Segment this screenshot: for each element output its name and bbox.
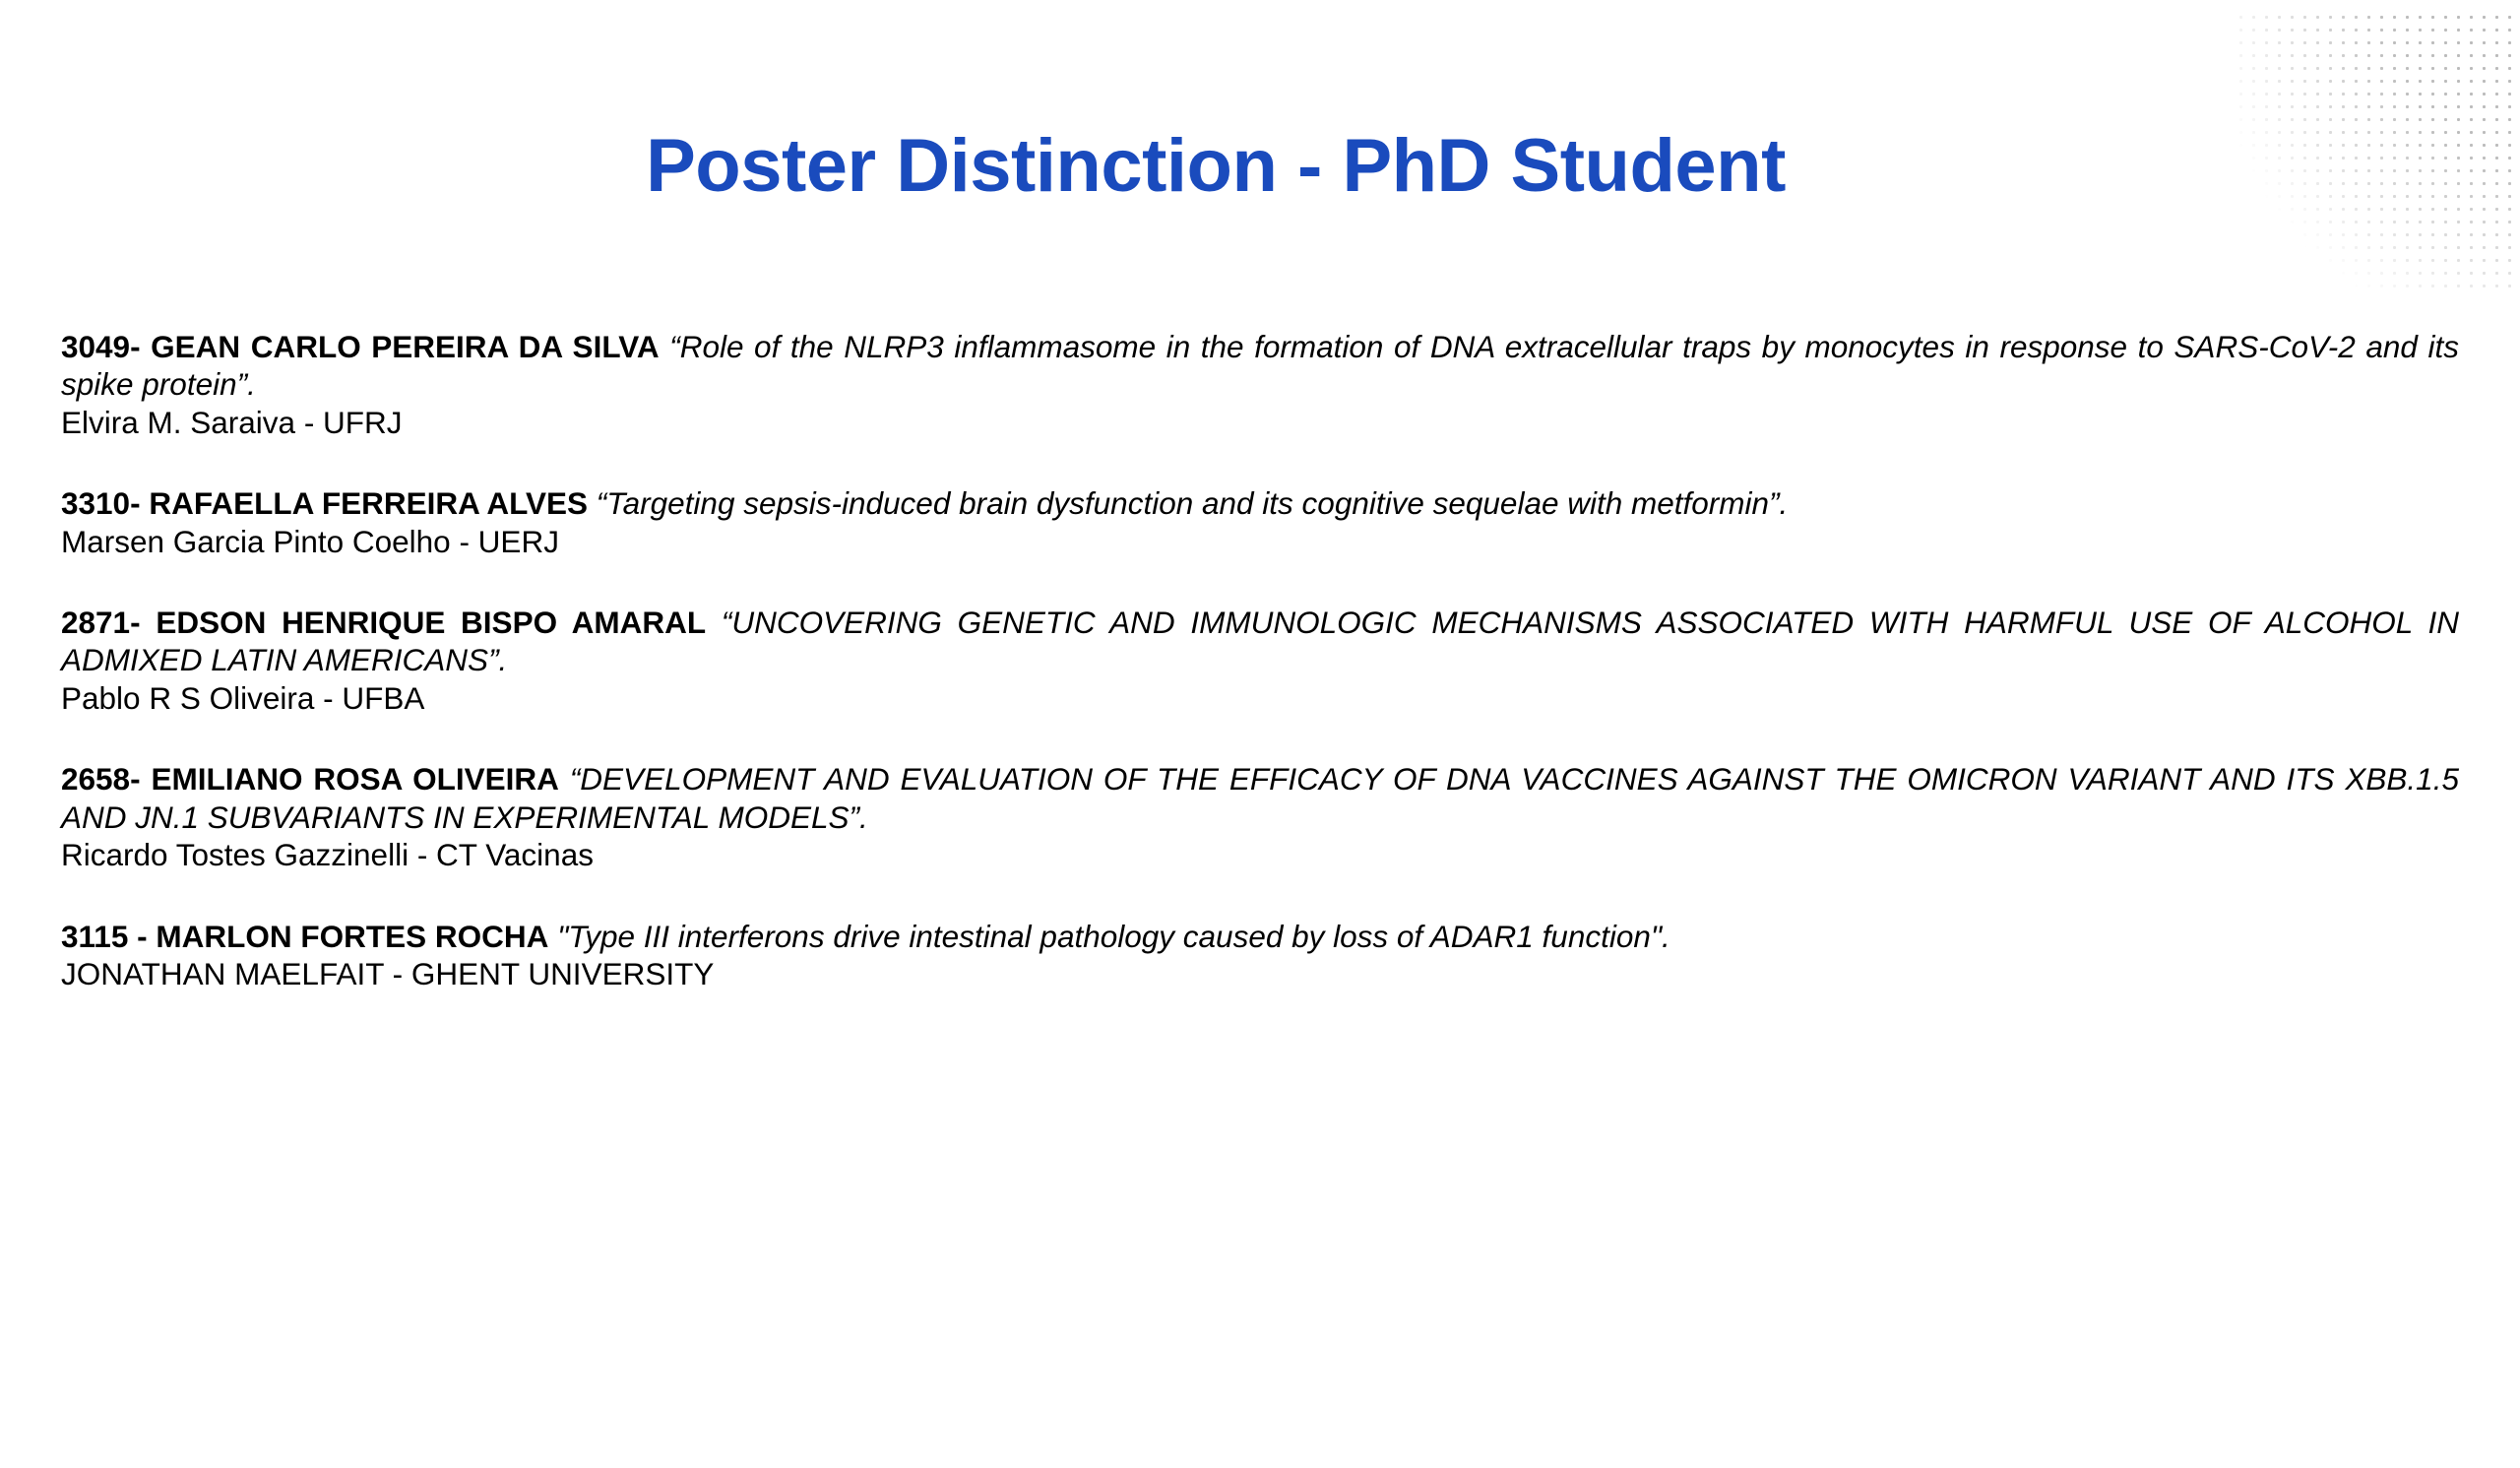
entry-paper-title: "Type III interferons drive intestinal pathology caused by loss of ADAR1 function".: [557, 918, 1670, 954]
entry-heading: [61, 328, 2459, 404]
entry-affiliation: Elvira M. Saraiva - UFRJ: [61, 404, 403, 440]
list-item: [61, 760, 2459, 873]
entry-affiliation: Ricardo Tostes Gazzinelli - CT Vacinas: [61, 837, 594, 873]
entry-paper-title: “UNCOVERING GENETIC AND IMMUNOLOGIC MECHANISMS ASSOCIATED WITH HARMFUL USE OF ALCOHOL IN ADMIXED LATIN AMERICANS”.: [61, 605, 2459, 678]
entry-id: 2871-: [61, 605, 141, 641]
entry-author-name: RAFAELLA FERREIRA ALVES: [149, 485, 589, 522]
entry-affiliation: JONATHAN MAELFAIT - GHENT UNIVERSITY: [61, 955, 715, 991]
list-item: [61, 328, 2459, 441]
entry-id: 2658-: [61, 761, 141, 798]
entry-id: 3115 -: [61, 918, 148, 954]
entry-paper-title: “DEVELOPMENT AND EVALUATION OF THE EFFICACY OF DNA VACCINES AGAINST THE OMICRON VARIANT AND ITS XBB.1.5 AND JN.1 SUBVARIANTS IN EXPERIMENTAL MODELS”.: [61, 761, 2459, 835]
list-item: [61, 604, 2459, 717]
entry-author-name: GEAN CARLO PEREIRA DA SILVA: [151, 328, 660, 364]
list-item: [61, 918, 2459, 993]
entry-heading: [61, 918, 2459, 955]
entry-affiliation: Pablo R S Oliveira - UFBA: [61, 679, 425, 716]
list-item: [61, 484, 2459, 560]
entry-id: 3049-: [61, 328, 141, 364]
entry-paper-title: “Role of the NLRP3 inflammasome in the formation of DNA extracellular traps by monocytes in response to SARS-CoV-2 and its spike protein”.: [61, 328, 2459, 403]
entry-heading: [61, 760, 2459, 836]
entry-affiliation: Marsen Garcia Pinto Coelho - UERJ: [61, 523, 559, 559]
entry-author-name: EDSON HENRIQUE BISPO AMARAL: [156, 605, 707, 641]
entry-heading: [61, 484, 2459, 522]
award-entry-list: [61, 328, 2459, 1036]
entry-heading: [61, 604, 2459, 679]
entry-author-name: MARLON FORTES ROCHA: [156, 918, 549, 954]
entry-author-name: EMILIANO ROSA OLIVEIRA: [151, 761, 559, 798]
page-title: Poster Distinction - PhD Student: [646, 123, 1786, 208]
entry-id: 3310-: [61, 485, 141, 522]
entry-paper-title: “Targeting sepsis-induced brain dysfunction and its cognitive sequelae with metformin”.: [596, 485, 1789, 522]
